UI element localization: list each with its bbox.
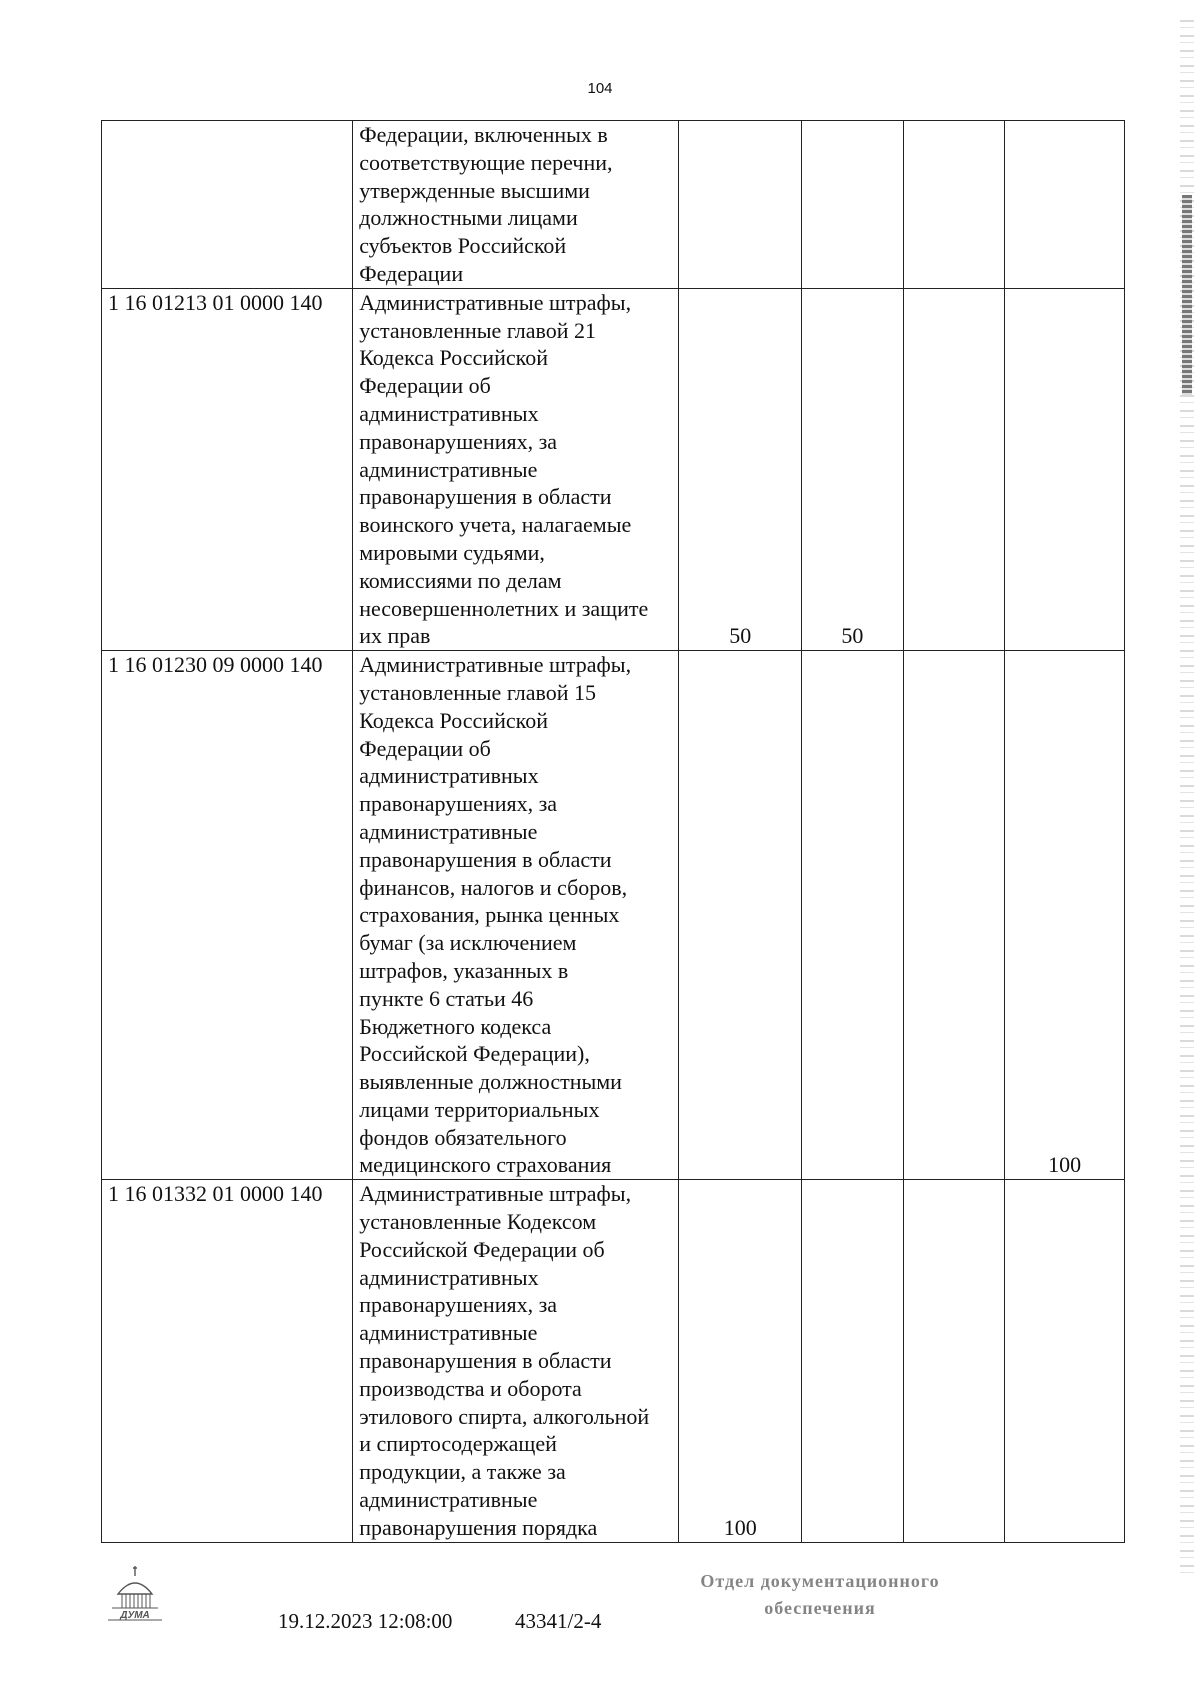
description-line: и спиртосодержащей [359,1431,557,1457]
description-line: Административные штрафы, [359,289,632,315]
description-line: мировыми судьями, [359,539,545,565]
description-line: правонарушениях, за [359,428,558,454]
description-line: административные [359,456,538,482]
value-cell [802,121,904,289]
description-line: комиссиями по делам [359,567,562,593]
description-cell [353,121,679,289]
classification-code: 1 16 01213 01 0000 140 [102,288,353,650]
value-cell [903,288,1005,650]
description-line: штрафов, указанных в [359,957,569,983]
value-cell [903,1180,1005,1542]
value-cell [802,1180,904,1542]
table-row [102,1180,1125,1542]
value-cell [1005,288,1125,650]
description-line: Федерации об [359,735,491,761]
description-line: Федерации [359,260,464,286]
description-line: административные [359,818,538,844]
description-line: несовершеннолетних и защите [359,595,649,621]
value-cell [679,121,802,289]
emblem-text: ДУМА [120,1610,150,1621]
value-cell: 50 [679,288,802,650]
document-number: 43341/2-4 [515,1609,602,1633]
description-line: Федерации об [359,373,491,399]
description-line: Бюджетного кодекса [359,1013,552,1039]
description-line: выявленные должностными [359,1069,622,1095]
description-line: правонарушения в области [359,1348,612,1374]
description-line: финансов, налогов и сборов, [359,874,628,900]
description-line: административных [359,763,539,789]
description-line: правонарушениях, за [359,1292,558,1318]
description-line: бумаг (за исключением [359,930,577,956]
table-row [102,121,1125,289]
description-line: Кодекса Российской [359,345,548,371]
description-line: субъектов Российской [359,233,567,259]
description-cell [353,1180,679,1542]
table-row [102,651,1125,1180]
value-cell [1005,1180,1125,1542]
description-line: воинского учета, налагаемые [359,512,632,538]
page-number: 104 [587,80,613,97]
stamp-line: обеспечения [764,1598,876,1618]
scan-edge-artifact [1182,195,1192,395]
description-line: Административные штрафы, [359,652,632,678]
classification-code: 1 16 01230 09 0000 140 [102,651,353,1180]
description-line: Федерации, включенных в [359,122,608,147]
description-cell [353,651,679,1180]
value-cell [679,651,802,1180]
description-cell [353,288,679,650]
description-line: административные [359,1320,538,1346]
description-line: установленные Кодексом [359,1209,597,1235]
description-line: правонарушениях, за [359,791,558,817]
description-line: их прав [359,623,431,649]
description-line: соответствующие перечни, [359,149,613,175]
duma-emblem-icon [104,1564,166,1622]
stamp-line: Отдел документационного [700,1571,940,1591]
value-cell [1005,121,1125,289]
value-cell [903,651,1005,1180]
description-line: страхования, рынка ценных [359,902,620,928]
description-line: должностными лицами [359,205,578,231]
description-line: производства и оборота [359,1375,582,1401]
value-cell: 100 [1005,651,1125,1180]
description-line: утвержденные высшими [359,177,590,203]
classification-code: 1 16 01332 01 0000 140 [102,1180,353,1542]
description-line: пункте 6 статьи 46 [359,985,534,1011]
description-line: административные [359,1487,538,1513]
description-line: правонарушения в области [359,846,612,872]
value-cell [802,651,904,1180]
description-line: этилового спирта, алкогольной [359,1403,650,1429]
classification-code [102,121,353,289]
description-line: Российской Федерации об [359,1236,605,1262]
value-cell [903,121,1005,289]
description-line: правонарушения в области [359,484,612,510]
description-line: правонарушения порядка [359,1514,598,1540]
description-line: Российской Федерации), [359,1041,590,1067]
description-line: продукции, а также за [359,1459,566,1485]
description-line: установленные главой 21 [359,317,596,343]
budget-table [101,120,1125,1543]
table-row [102,288,1125,650]
description-line: административных [359,1264,539,1290]
value-cell: 100 [679,1180,802,1542]
value-cell: 50 [802,288,904,650]
description-line: Административные штрафы, [359,1181,632,1207]
description-line: установленные главой 15 [359,679,596,705]
description-line: лицами территориальных [359,1096,600,1122]
description-line: административных [359,400,539,426]
description-line: Кодекса Российской [359,707,548,733]
department-stamp [690,1568,950,1622]
description-line: фондов обязательного [359,1124,567,1150]
document-datetime: 19.12.2023 12:08:00 [278,1609,453,1633]
description-line: медицинского страхования [359,1152,612,1178]
